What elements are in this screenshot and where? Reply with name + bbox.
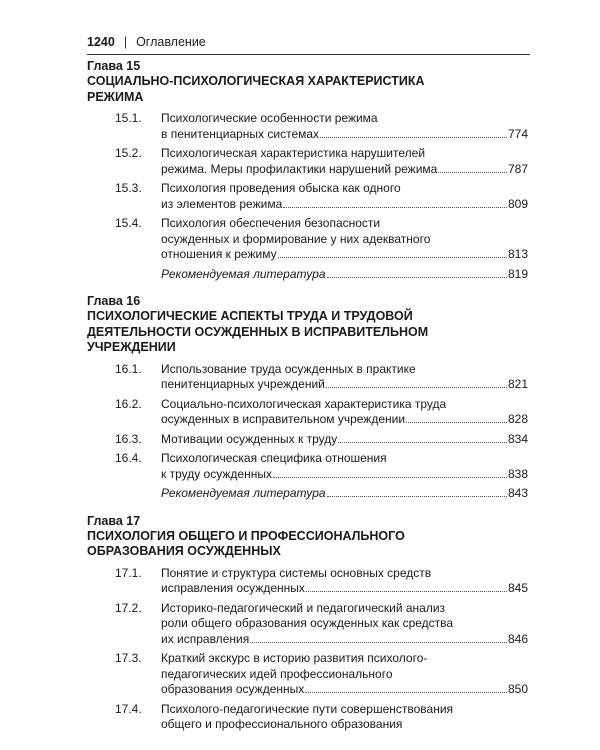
entry-line-text: осужденных и формирование у них адекватного xyxy=(161,231,431,246)
entry-line-text: Психологическая специфика отношения xyxy=(161,451,387,465)
entry-text-line xyxy=(161,451,528,467)
recommended-literature-entry[interactable] xyxy=(161,267,528,283)
dot-leader xyxy=(327,496,507,497)
entry-number: 15.1. xyxy=(115,111,142,125)
entry-text xyxy=(161,432,528,448)
entry-text-line xyxy=(161,267,528,283)
toc-entry[interactable] xyxy=(87,397,528,428)
entry-text-line xyxy=(161,362,528,378)
entry-line-text: в пенитенциарных системах xyxy=(161,126,320,141)
entry-line-text: осужденных в исправительном учреждении xyxy=(161,412,406,426)
entry-text-line xyxy=(161,197,528,213)
toc-entry[interactable] xyxy=(87,566,528,597)
toc-entry[interactable] xyxy=(87,111,528,142)
header-separator: | xyxy=(123,35,128,49)
entry-text-line xyxy=(161,702,528,718)
entry-text xyxy=(161,651,528,698)
entry-line-text: Психологическая характеристика нарушителей xyxy=(161,146,426,160)
chapter-section xyxy=(87,59,528,282)
entry-text-line xyxy=(161,111,528,127)
entry-text-line xyxy=(161,377,528,393)
entry-text-line xyxy=(161,632,528,648)
entry-number: 15.2. xyxy=(115,146,142,160)
entry-line-text: Краткий экскурс в историю развития психолого- xyxy=(161,651,428,665)
entry-page-number: 787 xyxy=(507,161,528,176)
dot-leader xyxy=(306,591,507,592)
chapter-title xyxy=(87,529,528,560)
entry-line-text: Использование труда осужденных в практике xyxy=(161,361,416,376)
dot-leader xyxy=(327,277,507,278)
dot-leader xyxy=(273,477,507,478)
chapter-label: Глава 17 xyxy=(87,513,141,528)
entry-text xyxy=(161,362,528,393)
entry-number: 17.2. xyxy=(115,600,142,615)
entry-number: 17.1. xyxy=(115,565,142,580)
entry-text xyxy=(161,181,528,212)
entry-text-line xyxy=(161,232,528,248)
chapter-section xyxy=(87,294,528,502)
entry-text xyxy=(161,146,528,177)
entry-text xyxy=(161,486,528,502)
entry-line-text: Психология обеспечения безопасности xyxy=(161,216,381,230)
entry-line-text: из элементов режима xyxy=(161,196,283,211)
toc-entry[interactable] xyxy=(87,601,528,648)
entry-line-text: Психология проведения обыска как одного xyxy=(161,181,401,195)
entry-text xyxy=(161,111,528,142)
toc-entry[interactable] xyxy=(87,362,528,393)
toc-entry[interactable] xyxy=(87,702,528,733)
entry-text xyxy=(161,601,528,648)
entry-page-number: 850 xyxy=(507,682,528,696)
entry-line-text: их исправления xyxy=(161,631,250,646)
entry-text-line xyxy=(161,247,528,263)
entry-text-line xyxy=(161,581,528,597)
entry-line-text: образования осужденных xyxy=(161,682,305,696)
entry-page-number: 834 xyxy=(507,431,528,446)
entry-number: 15.4. xyxy=(115,216,142,230)
literature-label: Рекомендуемая литература xyxy=(161,486,326,500)
entry-number: 17.3. xyxy=(115,651,142,665)
entry-line-text: общего и профессионального образования xyxy=(161,717,403,731)
entry-line-text: пенитенциарных учреждений xyxy=(161,377,325,391)
entry-number: 16.4. xyxy=(115,451,142,465)
entry-page-number: 809 xyxy=(507,196,528,211)
entry-line-text: Психологические особенности режима xyxy=(161,111,378,125)
chapter-title-line: РЕЖИМА xyxy=(87,89,144,104)
entry-line-text: Мотивации осужденных к труду xyxy=(161,431,338,446)
entry-line-text: Историко-педагогический и педагогический анализ xyxy=(161,600,446,615)
dot-leader xyxy=(438,172,507,173)
entry-text-line xyxy=(161,651,528,667)
entry-line-text: отношения к режиму xyxy=(161,247,277,261)
chapter-label: Глава 16 xyxy=(87,294,141,308)
entry-text-line xyxy=(161,616,528,632)
entry-number: 16.3. xyxy=(115,431,142,446)
entry-text-line xyxy=(161,127,528,143)
literature-label: Рекомендуемая литература xyxy=(161,266,326,281)
entry-text-line xyxy=(161,682,528,698)
dot-leader xyxy=(338,442,507,443)
entry-number: 16.1. xyxy=(115,361,142,376)
table-of-contents xyxy=(87,59,528,745)
entry-line-text: режима. Меры профилактики нарушений режима xyxy=(161,161,438,176)
entry-text xyxy=(161,267,528,283)
entry-text-line xyxy=(161,181,528,197)
entry-page-number: 838 xyxy=(507,466,528,481)
entry-text xyxy=(161,566,528,597)
dot-leader xyxy=(278,257,507,258)
chapter-label: Глава 15 xyxy=(87,59,141,73)
dot-leader xyxy=(283,207,507,208)
entry-number: 16.2. xyxy=(115,396,142,411)
entry-text-line xyxy=(161,162,528,178)
entry-page-number: 813 xyxy=(507,247,528,261)
dot-leader xyxy=(305,692,507,693)
entry-text-line xyxy=(161,467,528,483)
entry-line-text: педагогических идей профессионального xyxy=(161,666,393,681)
entry-text-line xyxy=(161,566,528,582)
entry-text-line xyxy=(161,667,528,683)
entry-text-line xyxy=(161,717,528,733)
toc-entry[interactable] xyxy=(87,181,528,212)
section-title: Оглавление xyxy=(136,35,206,49)
entry-line-text: Психолого-педагогические пути совершенствования xyxy=(161,701,454,716)
chapter-title-line: УЧРЕЖДЕНИИ xyxy=(87,340,176,354)
entry-text-line xyxy=(161,216,528,232)
entry-number: 17.4. xyxy=(115,701,142,716)
chapter-title-line: СОЦИАЛЬНО-ПСИХОЛОГИЧЕСКАЯ ХАРАКТЕРИСТИКА xyxy=(87,74,425,88)
entry-line-text: Понятие и структура системы основных средств xyxy=(161,565,432,580)
running-header xyxy=(87,35,530,49)
entry-page-number: 845 xyxy=(507,581,528,595)
chapter-section xyxy=(87,514,528,733)
entry-page-number: 828 xyxy=(507,412,528,426)
chapter-title xyxy=(87,74,528,105)
chapter-title-line: ПСИХОЛОГИЧЕСКИЕ АСПЕКТЫ ТРУДА И ТРУДОВОЙ xyxy=(87,309,413,323)
entry-text xyxy=(161,702,528,733)
header-rule xyxy=(87,54,530,55)
entry-text-line xyxy=(161,412,528,428)
entry-text-line xyxy=(161,432,528,448)
dot-leader xyxy=(250,642,507,643)
entry-line-text: к труду осужденных xyxy=(161,466,272,481)
entry-line-text: Социально-психологическая характеристика труда xyxy=(161,396,447,411)
entry-page-number: 821 xyxy=(507,377,528,391)
entry-text-line xyxy=(161,486,528,502)
entry-line-text: роли общего образования осужденных как средства xyxy=(161,616,454,630)
entry-text-line xyxy=(161,146,528,162)
entry-page-number: 819 xyxy=(507,266,528,281)
entry-page-number: 774 xyxy=(507,126,528,141)
entry-text xyxy=(161,397,528,428)
chapter-title-line: ДЕЯТЕЛЬНОСТИ ОСУЖДЕННЫХ В ИСПРАВИТЕЛЬНОМ xyxy=(87,324,429,339)
chapter-title xyxy=(87,309,528,356)
dot-leader xyxy=(326,387,507,388)
entry-page-number: 843 xyxy=(507,486,528,500)
entry-page-number: 846 xyxy=(507,631,528,646)
toc-entry[interactable] xyxy=(87,451,528,482)
entry-number: 15.3. xyxy=(115,181,142,195)
dot-leader xyxy=(320,137,507,138)
chapter-title-line: ОБРАЗОВАНИЯ ОСУЖДЕННЫХ xyxy=(87,544,281,558)
toc-entry[interactable] xyxy=(87,651,528,698)
dot-leader xyxy=(406,422,507,423)
entry-text-line xyxy=(161,397,528,413)
chapter-title-line: ПСИХОЛОГИЯ ОБЩЕГО И ПРОФЕССИОНАЛЬНОГО xyxy=(87,528,405,543)
entry-line-text: исправления осужденных xyxy=(161,581,305,595)
page-number: 1240 xyxy=(87,35,115,49)
entry-text-line xyxy=(161,601,528,617)
toc-entry[interactable] xyxy=(87,146,528,177)
recommended-literature-entry[interactable] xyxy=(161,486,528,502)
toc-entry[interactable] xyxy=(87,432,528,448)
entry-text xyxy=(161,216,528,263)
toc-entry[interactable] xyxy=(87,216,528,263)
entry-text xyxy=(161,451,528,482)
